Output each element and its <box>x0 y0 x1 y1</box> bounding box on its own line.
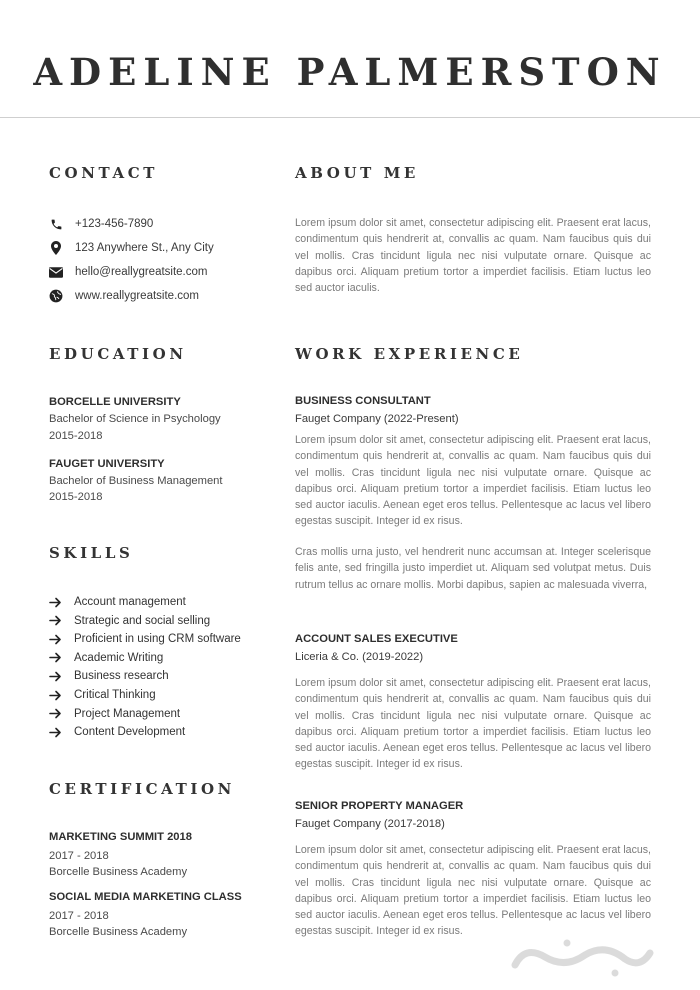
certification-org: Borcelle Business Academy <box>49 926 188 938</box>
arrow-right-icon <box>49 671 63 682</box>
arrow-right-icon <box>49 634 63 645</box>
skill-item <box>49 613 210 629</box>
skill-label: Content Development <box>74 726 186 739</box>
job-description: Lorem ipsum dolor sit amet, consectetur adipiscing elit. Praesent erat lacus, condimentum quis hendrerit at, convallis ac quam. Nam faucibus quis dui vel mollis. Cras tincidunt ligula nec nisi vulputate ornare. Quisque ac dapibus orci. Aliquam pretium tortor a imperdiet facilisis. Etiam luctus leo sed auctor iaculis. Aenean eget eros tellus. Pellentesque ac lacus vel libero egestas suscipit. Integer id ex risus. <box>295 844 651 938</box>
education-school: FAUGET UNIVERSITY <box>49 458 165 470</box>
location-pin-icon <box>49 241 63 255</box>
skill-item <box>49 631 241 647</box>
certification-years: 2017 - 2018 <box>49 850 109 862</box>
skill-item <box>49 687 156 703</box>
education-school: BORCELLE UNIVERSITY <box>49 396 181 408</box>
education-years: 2015-2018 <box>49 430 103 442</box>
skill-label: Critical Thinking <box>74 689 156 701</box>
job-title: SENIOR PROPERTY MANAGER <box>295 800 464 812</box>
skills-title: SKILLS <box>49 544 134 562</box>
education-degree: Bachelor of Business Management <box>49 475 223 487</box>
arrow-right-icon <box>49 708 63 719</box>
skill-label: Project Management <box>74 707 181 720</box>
contact-email[interactable] <box>49 263 207 281</box>
contact-website-text: www.reallygreatsite.com <box>75 290 199 302</box>
arrow-right-icon <box>49 690 63 701</box>
resume-header <box>0 0 700 118</box>
skill-item <box>49 706 180 722</box>
mail-icon <box>49 265 63 279</box>
skill-item <box>49 668 169 684</box>
contact-website[interactable] <box>49 287 199 305</box>
globe-icon <box>49 289 63 303</box>
about-title: ABOUT ME <box>295 164 419 182</box>
job-company: Fauget Company (2022-Present) <box>295 413 459 425</box>
arrow-right-icon <box>49 597 63 608</box>
contact-email-text: hello@reallygreatsite.com <box>75 266 208 278</box>
skill-label: Strategic and social selling <box>74 614 211 627</box>
phone-icon <box>49 217 63 231</box>
job-description: Lorem ipsum dolor sit amet, consectetur adipiscing elit. Praesent erat lacus, condimentum quis hendrerit at, convallis ac quam. Nam faucibus quis dui vel mollis. Cras tincidunt ligula nec nisi vulputate ornare. Quisque ac dapibus orci. Aliquam pretium tortor a imperdiet facilisis. Etiam luctus leo sed auctor iaculis. Aenean eget eros tellus. Pellentesque ac lacus vel libero egestas suscipit. Integer id ex risus. <box>295 677 651 771</box>
arrow-right-icon <box>49 727 63 738</box>
skill-label: Business research <box>74 670 169 683</box>
contact-phone[interactable] <box>49 215 153 233</box>
skill-label: Proficient in using CRM software <box>74 633 241 646</box>
skill-item <box>49 594 186 610</box>
contact-title: CONTACT <box>49 164 158 182</box>
education-degree: Bachelor of Science in Psychology <box>49 413 221 425</box>
work-title: WORK EXPERIENCE <box>295 345 524 363</box>
skill-label: Account management <box>74 596 186 608</box>
job-description: Lorem ipsum dolor sit amet, consectetur adipiscing elit. Praesent erat lacus, condimentum quis hendrerit at, convallis ac quam. Nam faucibus quis dui vel mollis. Cras tincidunt ligula nec nisi vulputate ornare. Quisque ac dapibus orci. Aliquam pretium tortor a imperdiet facilisis. Etiam luctus leo sed auctor iaculis. Aenean eget eros tellus. Pellentesque ac lacus vel libero egestas suscipit. Integer id ex risus. <box>295 434 651 528</box>
job-title: ACCOUNT SALES EXECUTIVE <box>295 633 458 645</box>
job-company: Liceria & Co. (2019-2022) <box>295 651 424 663</box>
certification-title: CERTIFICATION <box>49 780 235 798</box>
certification-name: SOCIAL MEDIA MARKETING CLASS <box>49 891 242 903</box>
arrow-right-icon <box>49 615 63 626</box>
job-company: Fauget Company (2017-2018) <box>295 818 445 830</box>
certification-org: Borcelle Business Academy <box>49 866 188 878</box>
contact-address-text: 123 Anywhere St., Any City <box>75 242 214 254</box>
job-description-extra: Cras mollis urna justo, vel hendrerit nunc accumsan at. Integer scelerisque felis ante, sed fringilla justo imperdiet ut. Aliquam sed volutpat metus. Duis rutrum tellus ac ornare mollis. Morbi dapibus, sapien ac malesuada viverra, <box>295 546 651 591</box>
certification-name: MARKETING SUMMIT 2018 <box>49 831 192 843</box>
arrow-right-icon <box>49 652 63 663</box>
contact-phone-text: +123-456-7890 <box>75 218 154 230</box>
skill-item <box>49 650 163 666</box>
job-title: BUSINESS CONSULTANT <box>295 395 431 407</box>
education-title: EDUCATION <box>49 345 187 363</box>
certification-years: 2017 - 2018 <box>49 910 109 922</box>
skill-label: Academic Writing <box>74 651 164 664</box>
watermark-logo <box>505 935 655 980</box>
candidate-name: ADELINE PALMERSTON <box>33 50 667 94</box>
education-years: 2015-2018 <box>49 491 103 503</box>
about-text: Lorem ipsum dolor sit amet, consectetur adipiscing elit. Praesent erat lacus, condimentum quis hendrerit at, convallis ac quam. Nam faucibus quis dui vel mollis. Cras tincidunt ligula nec nisi vulputate ornare. Quisque ac dapibus orci. Aliquam pretium tortor a imperdiet facilisis. Etiam luctus leo sed auctor iaculis. <box>295 217 651 295</box>
contact-address <box>49 239 214 257</box>
skill-item <box>49 724 185 740</box>
